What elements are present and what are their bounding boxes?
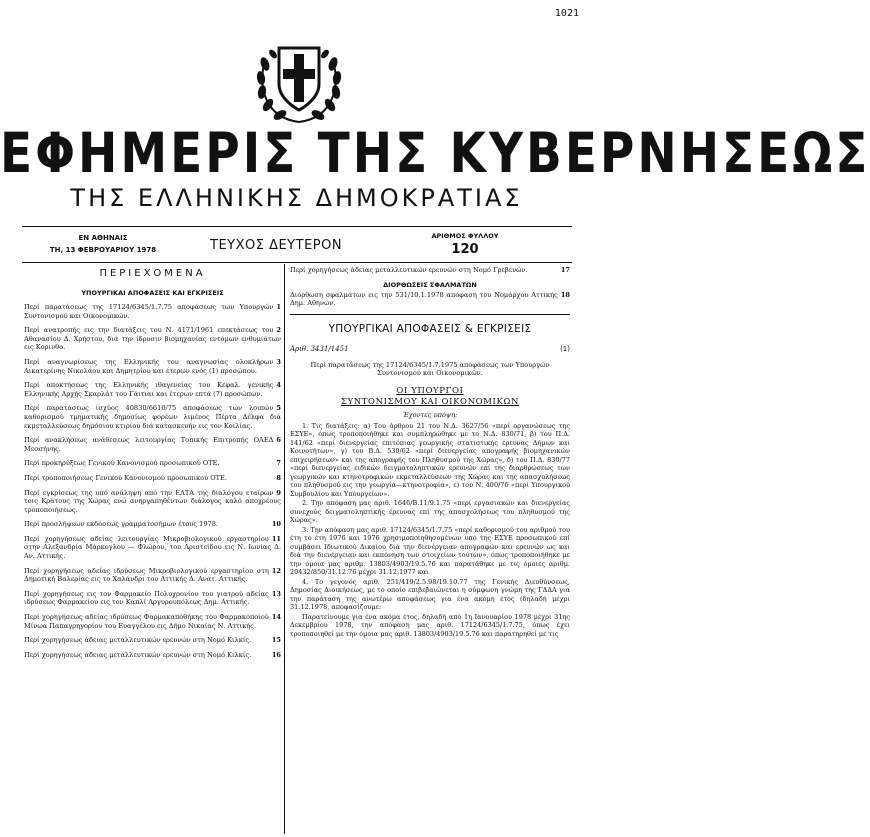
toc-entry-page: 3 [276,357,281,366]
toc-entry-text: Περί προσλήψεων εκδόσεως γραμματοσήμων έτους 1978. [24,520,218,529]
toc-entry-page: 10 [271,520,281,529]
toc-entry [24,520,281,529]
toc-entry [24,404,281,430]
toc-entry-page: 4 [276,381,281,390]
toc-entry [24,303,281,320]
toc-entry-text: Περί χορηγήσεως άδειας μεταλλευτικών ερευνών στη Νομό Γρεβενών. [290,266,528,274]
toc-entry-text: Περί χορηγήσεως αδείας λειτουργίας Μικροβιολογικού εργαστηρίου στην Αλεξανδρία Μάρκογλου — Φλώρου, του Αριστείδου εις Ν. Ιωνίας Δ. Αν. Αττικής. [24,534,281,561]
toc-entry-page: 18 [560,290,570,299]
body-paragraph: 2. Την απόφαση μας αριθ. 1646/Β.11/9.1.75 «περί εργασιακών και διενεργείας συνεχούς δειγματοληπτικής έρευνας επί της απασχολήσεως του πληθυσμού της Χώρας». [290,499,570,525]
toc-entry-text: Περί ανακλήσεως ανάθεσεως λειτουργίας Τοπικής Επιτροπής ΟΑΕΔ Μεσσήνης. [24,436,274,453]
decision-index: (1) [560,344,570,353]
contents-list [24,303,281,659]
toc-entry-page: 14 [271,613,281,622]
decision-header [290,345,570,353]
sheet-number: 120 [451,242,479,257]
toc-entry-page: 13 [271,589,281,598]
toc-entry-text: Περί χορηγήσεως αδείας ιδρύσεως Μικροβιολογικού εργαστηρίου στη Δημοτική Βαλερίας εις το Χαλάνδρι του Αττικής Δ. Ανατ. Αττικής. [24,566,269,584]
sheet-number-label: ΑΡΙΘΜΟΣ ΦΥΛΛΟΥ [431,232,499,240]
body-paragraph: 1. Τις διατάξεις: α) Του άρθρου 21 του Ν.Δ. 3627/56 «περί οργανώσεως της ΕΣΥΕ», όπως τροποποιήθηκε και συμπληρώθηκε με το Ν.Δ. 830/71, β) του Π.Δ. 141/62 «περί διενεργείας επιτόπιας γεωργικής στατιστικής έρευνας Δήμων και Κοινοτήτων», γ) του Β.Δ. 530/62 «περί διενεργείας απογραφής βιομηχανικών επιχειρήσεων» και της απογραφής του Πληθυσμού της Χώρας», δ) του Π.Δ. 830/77 «περί διενεργείας ειδικών δειγματοληπτικών ερευνών επί της διαρθρώσεως των γεωργικών και κτηνοτροφικών εκμεταλλεύσεων της Χώρας και της απασχολήσεως του πληθυσμού εις την γεωργία—κτηνοτροφία», ε) του Ν. 400/76 «περί Υπουργικού Συμβουλίου και Υπουργείων». [290,421,570,498]
body-paragraph: 3. Την απόφαση μας αριθ. 17124/6345/1.7.75 «περί καθορισμού του αριθμού του έτη το έτη 1976 και 1976 χρησιμοποιηθησομένων υπό της ΕΣΥΕ προσωπικού επί συμβάσει Ιδιωτικού Δικαίου διά την διενέργειαν απογραφών και ερευνών ως και διά την διενέργειαν και εκπόνηση των στοιχείων τούτων», όπως τροποποιήθηκε με την όμοια μας αριθμ. 13803/4903/19.5.76 και παρατάθηκε με τις όμοιες αριθμ. 20432/850/31.12.76 μέχρι 31.12.1977 και [290,525,570,577]
toc-entry-text: Περί αποκτήσεως της Ελληνικής ιθαγενείας του Κεφαλ. γενικής Ελληνικής Αρχής Σκαρλάτ του Γάιτιαι και έτερων επτά (7) προσώπων. [24,381,274,398]
toc-entry-text: Περί παρατάσεως ισχύος 40830/6610/75 αποφάσεως των λοιπών καθορισμού τμηματικής δημοσίως φορέων λιμένος Πέρτα Δέλφα διά εκμεταλλεύσεως δημόσιου κτιρίου διά κατασκευήν εις τον Κοιλίας. [24,404,281,430]
toc-entry [24,613,281,630]
toc-entry-page: 12 [271,566,281,575]
toc-entry [24,651,281,660]
greek-coat-of-arms-icon [253,38,345,126]
toc-entry-text: Περί αναγνωρίσεως της Ελληνικής του αναγνωσίας ολοκλήρων Αικατερίνης Νικολάου και Δημητρίου και έτερων ενός (1) προσώπου. [24,357,274,375]
toc-entry [24,590,281,607]
body-paragraph: 4. Το γεγονός αριθ. 251/419/2.5.98/19.10.77 της Γενικής Διευθύνσεως, Δημοσίας Διοικήσεως, με το οποίο επιβεβαιώνεται η σύμφωνη γνώμη της ΓΔΔΑ για την παράταση της ανωτέρω αποφάσεως για ένα ακόμη έτος (δηλαδή μέχρι 31.12.1978, αποφασίζουμε: [290,577,570,612]
toc-entry [24,381,281,398]
toc-entry [24,567,281,584]
section-rule [290,314,570,315]
toc-entry [24,474,281,483]
toc-entry-page: 8 [276,473,281,482]
decision-subject: Περί παρατάσεως της 17124/6345/1.7.1975 αποφάσεως των Υπουργών Συντονισμού και Οικονομικών. [310,360,550,378]
toc-entry [24,535,281,561]
decision-body [290,422,570,612]
decision-reference: Αριθ. 3431/1451 [290,344,349,353]
toc-entry-text: Περί χορηγήσεως άδειας μεταλλευτικών ερευνών στη Νομό Κιλκίς. [24,636,252,645]
toc-entry-page: 7 [276,459,281,468]
toc-entry-text: Περί ανατροπής εις την διατάξεις του Ν. 4171/1961 επεκτάσεως του Αθανασίου Δ. Χρήστου, διά την ίδρυσιν βιομηχανίας εντόμων ενθυμιάτων εις Κορινθο. [24,326,281,352]
corrections-title: ΔΙΟΡΘΩΣΕΙΣ ΣΦΑΛΜΑΤΩΝ [383,280,477,289]
toc-entry-page: 16 [271,650,281,659]
toc-entry-text: Περί χορηγήσεως άδειας μεταλλευτικών ερευνών στη Νομό Κιλκίς. [24,650,252,659]
toc-entry [24,459,281,468]
toc-entry [24,636,281,645]
issue-place: ΕΝ ΑΘΗΝΑΙΣ [78,234,128,242]
issue-date: ΤΗ, 13 ΦΕΒΡΟΥΑΡΙΟΥ 1978 [49,246,157,254]
contents-column [24,266,281,665]
toc-entry [24,436,281,453]
issue-sheet-block [392,232,538,257]
gazette-subtitle: ΤΗΣ ΕΛΛΗΝΙΚΗΣ ΔΗΜΟΚΡΑΤΙΑΣ [70,184,523,212]
issue-series: ΤΕΥΧΟΣ ΔΕΥΤΕΡΟΝ [210,238,343,253]
toc-entry-text: Περί παρατάσεως της 17124/6345/1.7.75 αποφάσεως των Υπουργών Συντονισμού και Οικονομικών. [24,303,274,320]
contents-title: ΠΕΡΙΕΧΟΜΕΝΑ [99,268,206,279]
page-number: 1021 [554,8,579,19]
decisions-column [290,266,570,638]
toc-entry [290,291,570,308]
toc-entry-page: 15 [271,636,281,645]
toc-entry-page: 9 [276,488,281,497]
issue-date-block [28,232,178,256]
ministers-title-line2: ΣΥΝΤΟΝΙΣΜΟΥ ΚΑΙ ΟΙΚΟΝΟΜΙΚΩΝ [340,396,520,407]
ministers-title-line1: ΟΙ ΥΠΟΥΡΓΟΙ [396,385,464,396]
toc-entry-text: Περί χορηγήσεως εις τον Φαρμακείο Πολυχρονίου του γιατρού αδείας ιδρύσεως Φαρμακείου εις τον Καπλί Αργυρουπόλεως Δημ. Αττικής. [24,589,269,607]
toc-entry [24,358,281,375]
toc-entry-text: Περί χορηγήσεως αδείας ιδρύσεως Φαρμακαποθήκης του Φαρμακοποιού Μίνωα Παπαγρηγορίου του Ευαγγέλου εις Δήμο Νικαίας Ν. Αττικής. [24,613,269,630]
decisions-section-title: ΥΠΟΥΡΓΙΚΑΙ ΑΠΟΦΑΣΕΙΣ & ΕΓΚΡΙΣΕΙΣ [328,322,532,335]
contents-section-title: ΥΠΟΥΡΓΙΚΑΙ ΑΠΟΦΑΣΕΙΣ ΚΑΙ ΕΓΚΡΙΣΕΙΣ [81,289,224,297]
decision-operative-text: Παρατείνουμε για ένα ακόμα έτος, δηλαδή από 1η Ιανουαρίου 1978 μέχρι 31ης Δεκεμβρίου 1978, την απόφαση μας αριθ. 17124/6345/1.7.75, όπως έχει τροποποιηθεί με την όμοια μας αριθ. 13803/4903/19.5.76 και παρατηρηθεί με τις [290,612,570,638]
toc-entry [290,266,570,275]
column-divider [284,264,285,834]
header-top-rule [22,226,572,227]
toc-entry-page: 17 [560,266,570,274]
toc-entry-text: Περί προκηρύξεως Γενικού Κανονισμού προσωπικού ΟΤΕ. [24,459,220,468]
gazette-title: ΕΦΗΜΕΡΙΣ ΤΗΣ ΚΥΒΕΡΝΗΣΕΩΣ [0,121,870,187]
toc-entry-text: Περί εγκρίσεως της υπό ανάληψη από την ΕΛΤΑ της διαλόγου εταίρων τοις Κράτους της Χώρας ενώ ανηργαπηθέντων διάλογος καλό αποχρέους τροποποιήσεως. [24,488,281,514]
header-bottom-rule [22,262,572,263]
toc-entry-page: 2 [276,326,281,335]
toc-entry-text: Διόρθωση σφαλμάτων εις την 531/10.1.1978 απόφαση του Νομάρχου Αττικής Δημ. Αθηνών. [290,290,558,308]
having-regard: Έχοντες υπόψη: [402,410,458,419]
toc-entry-text: Περί τροποποιήσεως Γενικού Κανονισμού προσωπικού ΟΤΕ. [24,473,227,482]
toc-entry [24,489,281,515]
toc-entry-page: 5 [276,404,281,413]
toc-entry-page: 1 [276,303,281,311]
toc-entry-page: 6 [276,436,281,445]
toc-entry-page: 11 [271,534,281,543]
toc-entry [24,326,281,352]
